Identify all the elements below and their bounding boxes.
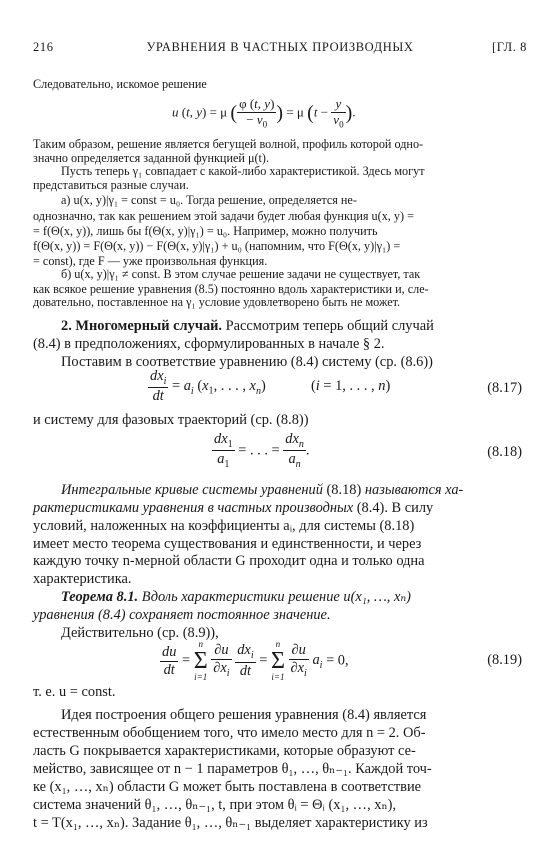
text-line: и систему для фазовых траекторий (ср. (8.8)) (33, 412, 309, 428)
text-line: f(Θ(x, y)) = F(Θ(x, y)) − F(Θ(x, y)|γ₁) + u₀ (напомним, что F(Θ(x, y)|γ₁) = (33, 239, 401, 253)
equation-8-19: $\frac{du}{dt}$ = n Σ i=1 $\frac{\partial u}{\partial x_i}$ $\frac{dx_i}{dt}$ = n Σ i=1 $\frac{\partial u}{\partial x_i}$ $a_i = 0$, (162, 639, 349, 682)
theorem-line: уравнения (8.4) сохраняет постоянное значение. (33, 607, 331, 623)
equation-u: u (t, y) = μ ( $\frac{\varphi (t, y)}{- v_0}$ ) = μ (t − $\frac{y}{v_0}$ ). (172, 96, 356, 130)
text-line: представиться разные случаи. (33, 178, 189, 192)
text-line: Таким образом, решение является бегущей волной, профиль которой одно- (33, 137, 424, 151)
text-line: б) u(x, y)|γ₁ ≠ const. В этом случае решение задачи не существует, так (61, 267, 421, 281)
text-line: Идея построения общего решения уравнения (8.4) является (61, 707, 427, 723)
section-heading: 2. Многомерный случай. (61, 318, 223, 334)
text-line: естественным обобщением того, что имело место для n = 2. Об- (33, 725, 426, 741)
theorem-line: Теорема 8.1. Вдоль характеристики решение u(x₁, …, xₙ) (61, 589, 411, 605)
text-line: = const), где F — уже произвольная функция. (33, 254, 268, 268)
text-line: а) u(x, y)|γ₁ = const = u₀. Тогда решение, определяется не- (61, 193, 357, 207)
text-line: ласть G покрывается характеристиками, которые образуют се- (33, 743, 416, 759)
page-number: 216 (33, 40, 54, 54)
text-line: как всякое решение уравнения (8.5) постоянно вдоль характеристики и, сле- (33, 282, 429, 296)
text-line: мейство, зависящее от n − 1 параметров θ₁, …, θₙ₋₁. Каждой точ- (33, 761, 432, 777)
text-line: Следовательно, искомое решение (33, 77, 207, 91)
text-line: Действительно (ср. (8.9)), (61, 625, 219, 641)
text-line: = f(Θ(x, y)), лишь бы f(Θ(x, y)|γ₁) = u₀. Например, можно получить (33, 224, 378, 238)
text-line: характеристика. (33, 571, 132, 587)
text-line: Пусть теперь γ₁ совпадает с какой-либо характеристикой. Здесь могут (61, 164, 425, 178)
theorem-label: Теорема 8.1. (61, 589, 139, 605)
text-line: (8.4) в предположениях, сформулированных в начале § 2. (33, 336, 385, 352)
equation-number: (8.18) (487, 444, 522, 460)
text-line: условий, наложенных на коэффициенты aᵢ, для системы (8.18) (33, 518, 415, 534)
text-line: система значений θ₁, …, θₙ₋₁, t, при этом θᵢ = Θᵢ (x₁, …, xₙ), (33, 797, 397, 813)
text-line: однозначно, так как решением этой задачи будет любая функция u(x, y) = (33, 209, 414, 223)
equation-number: (8.17) (487, 380, 522, 396)
text-line: t = T(x₁, …, xₙ). Задание θ₁, …, θₙ₋₁ выделяет характеристику из (33, 815, 428, 831)
text-line: имеет место теорема существования и единственности, и через (33, 536, 422, 552)
chapter-label: [ГЛ. 8 (491, 40, 527, 54)
running-title: УРАВНЕНИЯ В ЧАСТНЫХ ПРОИЗВОДНЫХ (146, 40, 414, 54)
equation-number: (8.19) (487, 652, 522, 668)
running-header (33, 40, 527, 56)
definition-line: Интегральные кривые системы уравнений (8.18) называются ха- (61, 482, 464, 498)
text-line: Поставим в соответствие уравнению (8.4) систему (ср. (8.6)) (61, 354, 433, 370)
equation-8-18: $\frac{dx_1}{a_1}$ = . . . = $\frac{dx_n}{a_n}$ . (214, 431, 310, 471)
equation-8-17: $\frac{dx_i}{dt}$ = $a_i$ ($x_1$, . . . , $x_n$) (i = 1, . . . , n) (150, 368, 391, 405)
text-line: т. е. u = const. (33, 684, 116, 700)
definition-line: рактеристиками уравнения в частных производных (8.4). В силу (33, 500, 434, 516)
text-line: каждую точку n-мерной области G проходит одна и только одна (33, 553, 425, 569)
text-line: ке (x₁, …, xₙ) области G может быть поставлена в соответствие (33, 779, 422, 795)
text-line: значно определяется заданной функцией μ(t). (33, 151, 270, 165)
text-line: довательно, поставленное на γ₁ условие удовлетворено быть не может. (33, 295, 401, 309)
section-line: 2. Многомерный случай. Рассмотрим теперь общий случай (61, 318, 434, 334)
